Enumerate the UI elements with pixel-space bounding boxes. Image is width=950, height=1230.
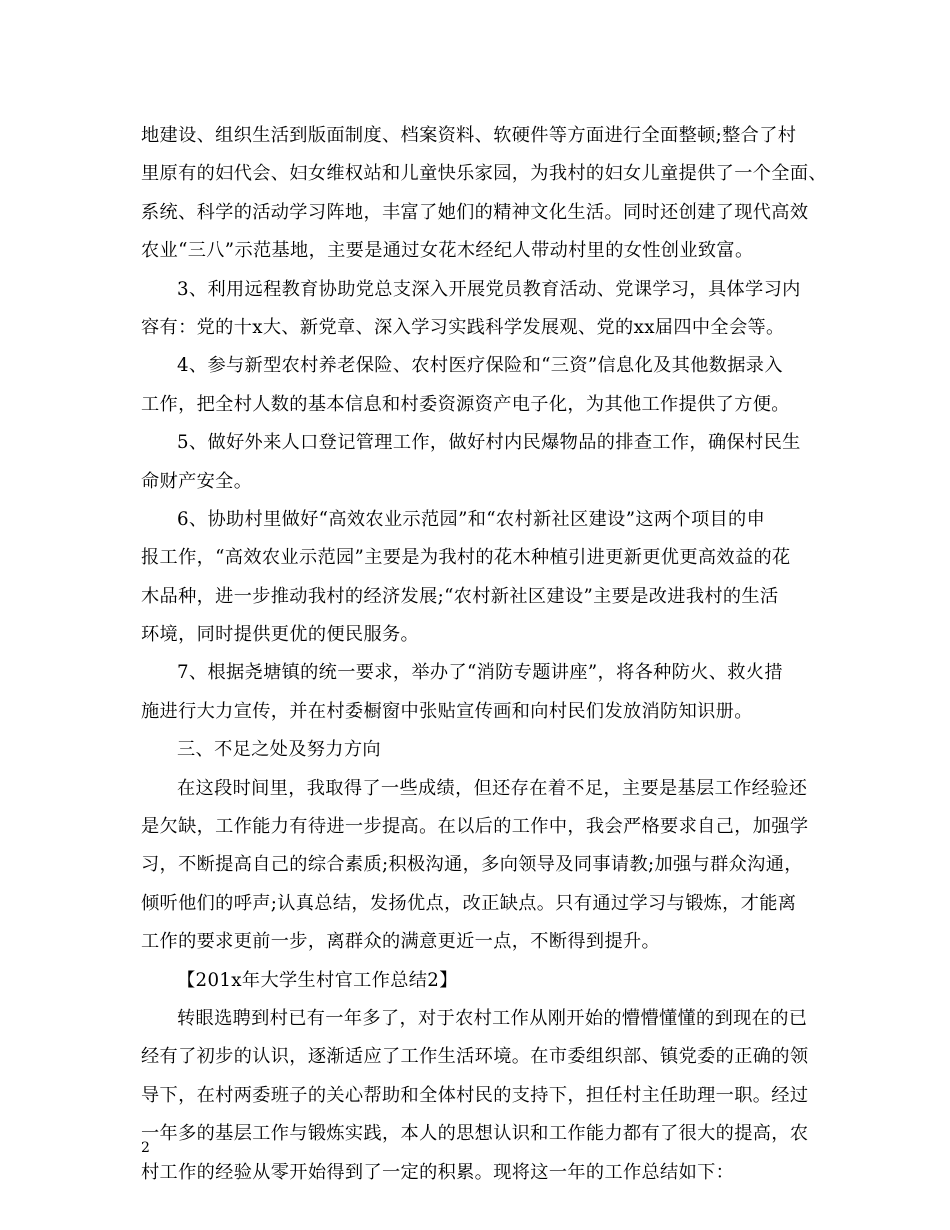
text-line: 报工作，“高效农业示范园”主要是为我村的花木种植引进更新更优更高效益的花 bbox=[141, 547, 791, 569]
text-line: 木品种，进一步推动我村的经济发展;“农村新社区建设”主要是改进我村的生活 bbox=[141, 585, 779, 607]
text-line: 5、做好外来人口登记管理工作，做好村内民爆物品的排查工作，确保村民生 bbox=[177, 432, 801, 454]
document-body bbox=[141, 117, 827, 1192]
text-line: 转眼选聘到村已有一年多了，对于农村工作从刚开始的懵懵懂懂的到现在的已 bbox=[177, 1007, 808, 1029]
text-line: 工作，把全村人数的基本信息和村委资源资产电子化，为其他工作提供了方便。 bbox=[141, 393, 790, 415]
text-line: 7、根据尧塘镇的统一要求，举办了“消防专题讲座”，将各种防火、救火措 bbox=[177, 662, 783, 684]
text-line: 6、协助村里做好“高效农业示范园”和“农村新社区建设”这两个项目的申 bbox=[177, 508, 766, 530]
section-title: 【201x年大学生村官工作总结2】 bbox=[177, 969, 458, 991]
text-line: 地建设、组织生活到版面制度、档案资料、软硬件等方面进行全面整顿;整合了村 bbox=[141, 125, 797, 146]
text-line: 倾听他们的呼声;认真总结，发扬优点，改正缺点。只有通过学习与锻炼，才能离 bbox=[141, 892, 797, 914]
text-line: 一年多的基层工作与锻炼实践，本人的思想认识和工作能力都有了很大的提高，农 bbox=[141, 1123, 809, 1145]
text-line: 4、参与新型农村养老保险、农村医疗保险和“三资”信息化及其他数据录入 bbox=[177, 355, 783, 377]
text-line: 命财产安全。 bbox=[141, 470, 253, 492]
text-line: 习，不断提高自己的综合素质;积极沟通，多向领导及同事请教;加强与群众沟通， bbox=[141, 854, 803, 876]
section-heading: 三、不足之处及努力方向 bbox=[177, 739, 381, 761]
text-line: 经有了初步的认识，逐渐适应了工作生活环境。在市委组织部、镇党委的正确的领 bbox=[141, 1046, 809, 1068]
text-line: 在这段时间里，我取得了一些成绩，但还存在着不足，主要是基层工作经验还 bbox=[177, 777, 808, 799]
text-line: 3、利用远程教育协助党总支深入开展党员教育活动、党课学习，具体学习内 bbox=[177, 278, 801, 300]
text-line: 村工作的经验从零开始得到了一定的积累。现将这一年的工作总结如下： bbox=[141, 1161, 735, 1183]
text-line: 容有：党的十x大、新党章、深入学习实践科学发展观、党的xx届四中全会等。 bbox=[141, 316, 785, 338]
text-line: 工作的要求更前一步，离群众的满意更近一点，不断得到提升。 bbox=[141, 931, 661, 953]
text-line: 是欠缺，工作能力有待进一步提高。在以后的工作中，我会严格要求自己，加强学 bbox=[141, 816, 809, 838]
text-line: 导下，在村两委班子的关心帮助和全体村民的支持下，担任村主任助理一职。经过 bbox=[141, 1084, 809, 1106]
text-line: 农业“三八”示范基地，主要是通过女花木经纪人带动村里的女性创业致富。 bbox=[141, 240, 754, 262]
page-number: 2 bbox=[141, 1140, 150, 1156]
text-line: 系统、科学的活动学习阵地，丰富了她们的精神文化生活。同时还创建了现代高效 bbox=[141, 201, 809, 223]
text-line: 施进行大力宣传，并在村委橱窗中张贴宣传画和向村民们发放消防知识册。 bbox=[141, 700, 753, 722]
text-line: 里原有的妇代会、妇女维权站和儿童快乐家园，为我村的妇女儿童提供了一个全面、 bbox=[141, 163, 827, 185]
text-line: 环境，同时提供更优的便民服务。 bbox=[141, 624, 420, 646]
